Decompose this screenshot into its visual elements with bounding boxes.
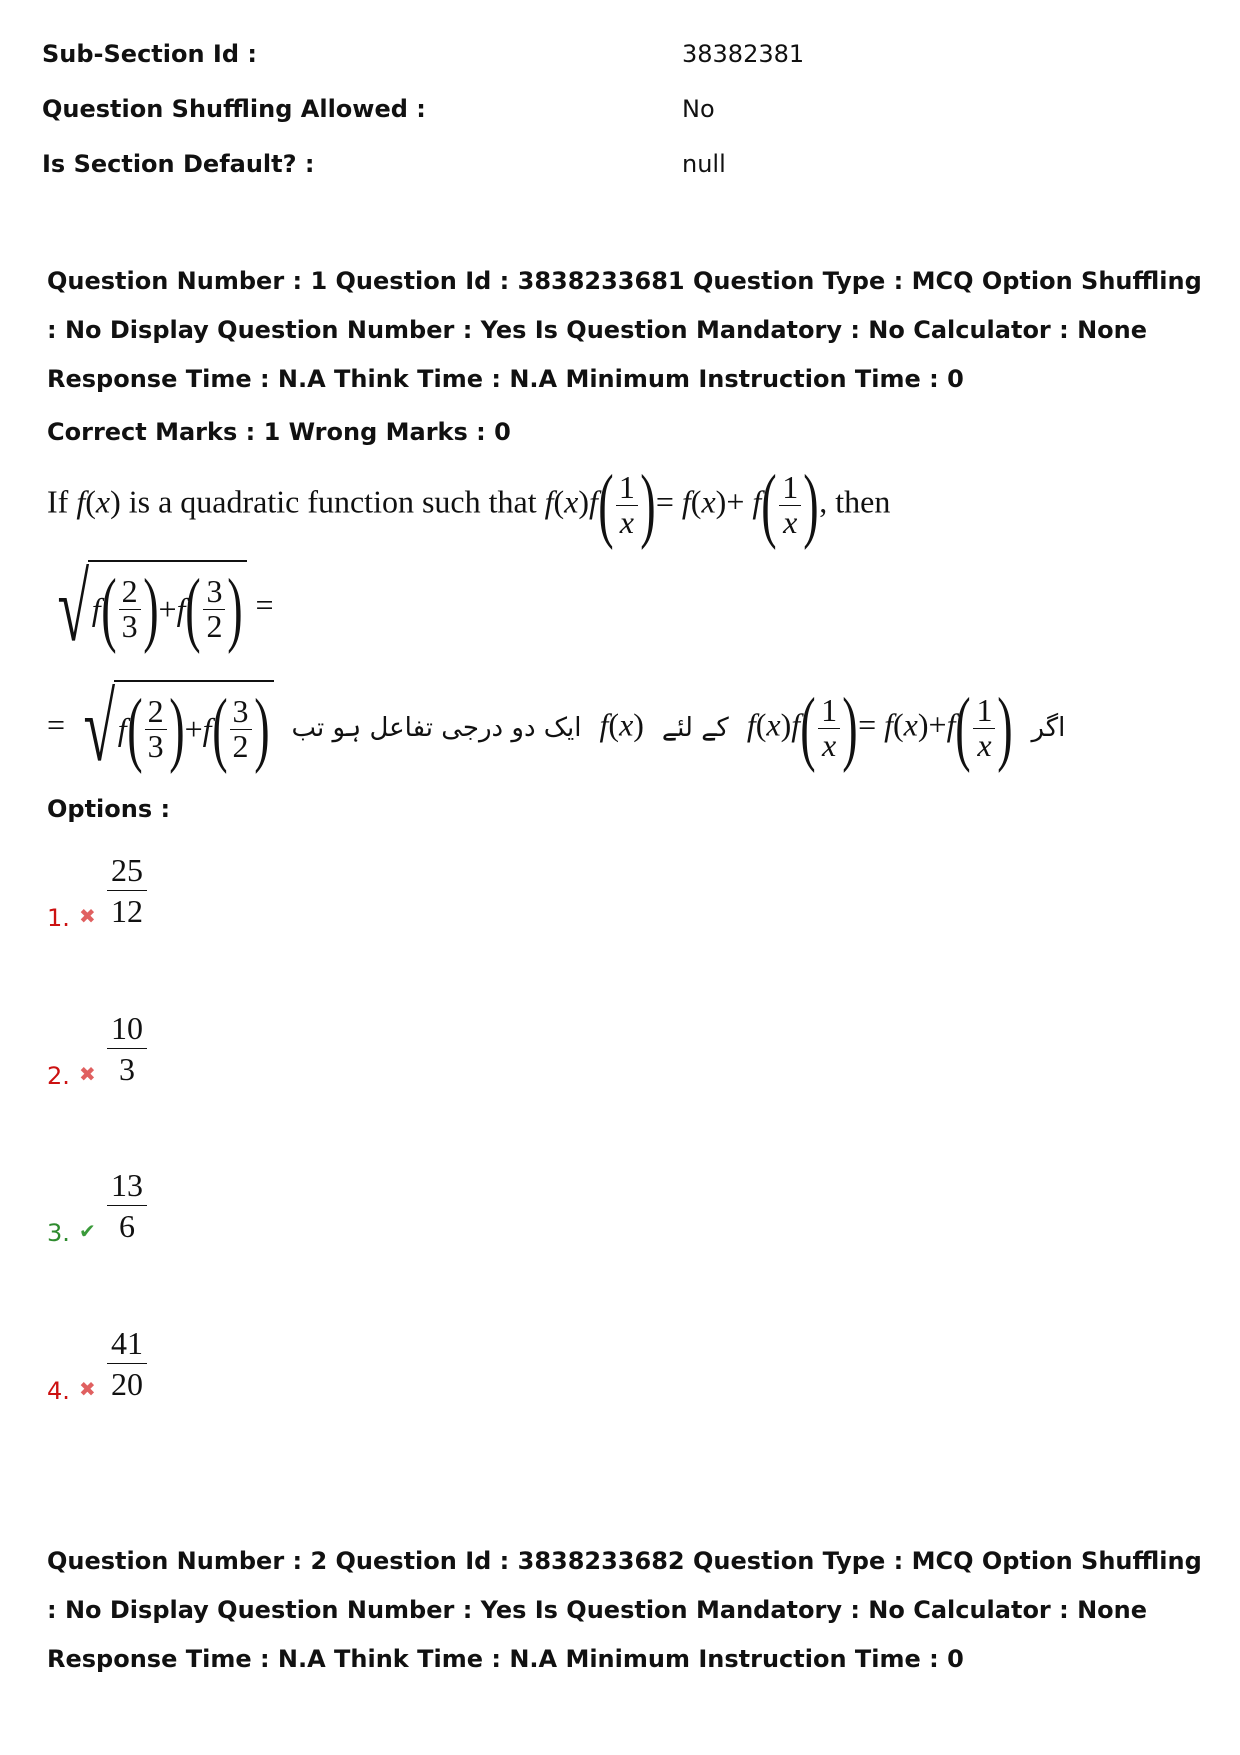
question-1-statement: If f(x) is a quadratic function such that f(x)f( $\frac{1}{x}$ )= f(x)+ f( $\frac{1}{x}$ ), then bbox=[47, 458, 891, 551]
question-1-marks: Correct Marks : 1 Wrong Marks : 0 bbox=[47, 418, 511, 446]
meta-label: Question Shuffling Allowed : bbox=[42, 95, 426, 123]
urdu-agar: اگر bbox=[1031, 713, 1066, 743]
urdu-text: ایک دو درجی تفاعل ہو تب bbox=[291, 713, 582, 743]
meta-value: null bbox=[682, 150, 726, 178]
meta-label: Is Section Default? : bbox=[42, 150, 315, 178]
meta-section-default bbox=[42, 150, 726, 178]
question-text-if: If bbox=[47, 483, 69, 520]
question-1-urdu-statement: = √ f ( $\frac{2}{3}$ ) + f ( $\frac{3}{2}$ ) ایک دو درجی تفاعل ہو تب f(x) کے لئے f(x)f( $\frac{1}{x}$ )= f(x)+f( $\frac{1}{x}$ ) اگر bbox=[47, 674, 1066, 781]
option-number: 1. bbox=[47, 904, 70, 932]
meta-value: No bbox=[682, 95, 715, 123]
meta-label: Sub-Section Id : bbox=[42, 40, 257, 68]
sqrt-expression: √ f ( $\frac{2}{3}$ ) + f ( $\frac{3}{2}$ ) bbox=[47, 560, 247, 656]
cross-icon: ✖ bbox=[79, 904, 96, 928]
options-label: Options : bbox=[47, 795, 171, 823]
option-denominator: 20 bbox=[111, 1366, 143, 1402]
question-1-header: Question Number : 1 Question Id : 3838233681 Question Type : MCQ Option Shuffling : No Display Question Number : Yes Is Question Mandatory : No Calculator : None Response Time : N.A Think Time : N.A Minimum Instruction Time : 0 bbox=[47, 267, 1202, 393]
meta-value: 38382381 bbox=[682, 40, 805, 68]
option-number: 2. bbox=[47, 1062, 70, 1090]
meta-question-shuffling bbox=[42, 95, 715, 123]
option-denominator: 6 bbox=[119, 1208, 135, 1244]
question-1-expression: √ f ( $\frac{2}{3}$ ) + f ( $\frac{3}{2}$ ) = bbox=[47, 560, 274, 656]
cross-icon: ✖ bbox=[79, 1062, 96, 1086]
option-fraction bbox=[107, 1008, 147, 1089]
question-text-mid: is a quadratic function such that bbox=[128, 483, 537, 520]
sqrt-expression-urdu: √ f ( $\frac{2}{3}$ ) + f ( $\frac{3}{2}$ ) bbox=[73, 680, 273, 776]
question-2-header: Question Number : 2 Question Id : 3838233682 Question Type : MCQ Option Shuffling : No Display Question Number : Yes Is Question Mandatory : No Calculator : None Response Time : N.A Think Time : N.A Minimum Instruction Time : 0 bbox=[47, 1547, 1202, 1673]
check-icon: ✔ bbox=[79, 1219, 96, 1243]
meta-sub-section-id bbox=[42, 40, 805, 68]
cross-icon: ✖ bbox=[79, 1377, 96, 1401]
option-numerator: 13 bbox=[107, 1165, 147, 1206]
option-numerator: 25 bbox=[107, 850, 147, 891]
option-fraction bbox=[107, 1165, 147, 1246]
option-number: 3. bbox=[47, 1219, 70, 1247]
option-numerator: 41 bbox=[107, 1323, 147, 1364]
option-fraction bbox=[107, 1323, 147, 1404]
option-denominator: 3 bbox=[119, 1051, 135, 1087]
option-denominator: 12 bbox=[111, 893, 143, 929]
question-text-then: , then bbox=[819, 483, 891, 520]
option-fraction bbox=[107, 850, 147, 931]
option-number: 4. bbox=[47, 1377, 70, 1405]
urdu-kelie: کے لئے bbox=[661, 713, 729, 743]
option-numerator: 10 bbox=[107, 1008, 147, 1049]
